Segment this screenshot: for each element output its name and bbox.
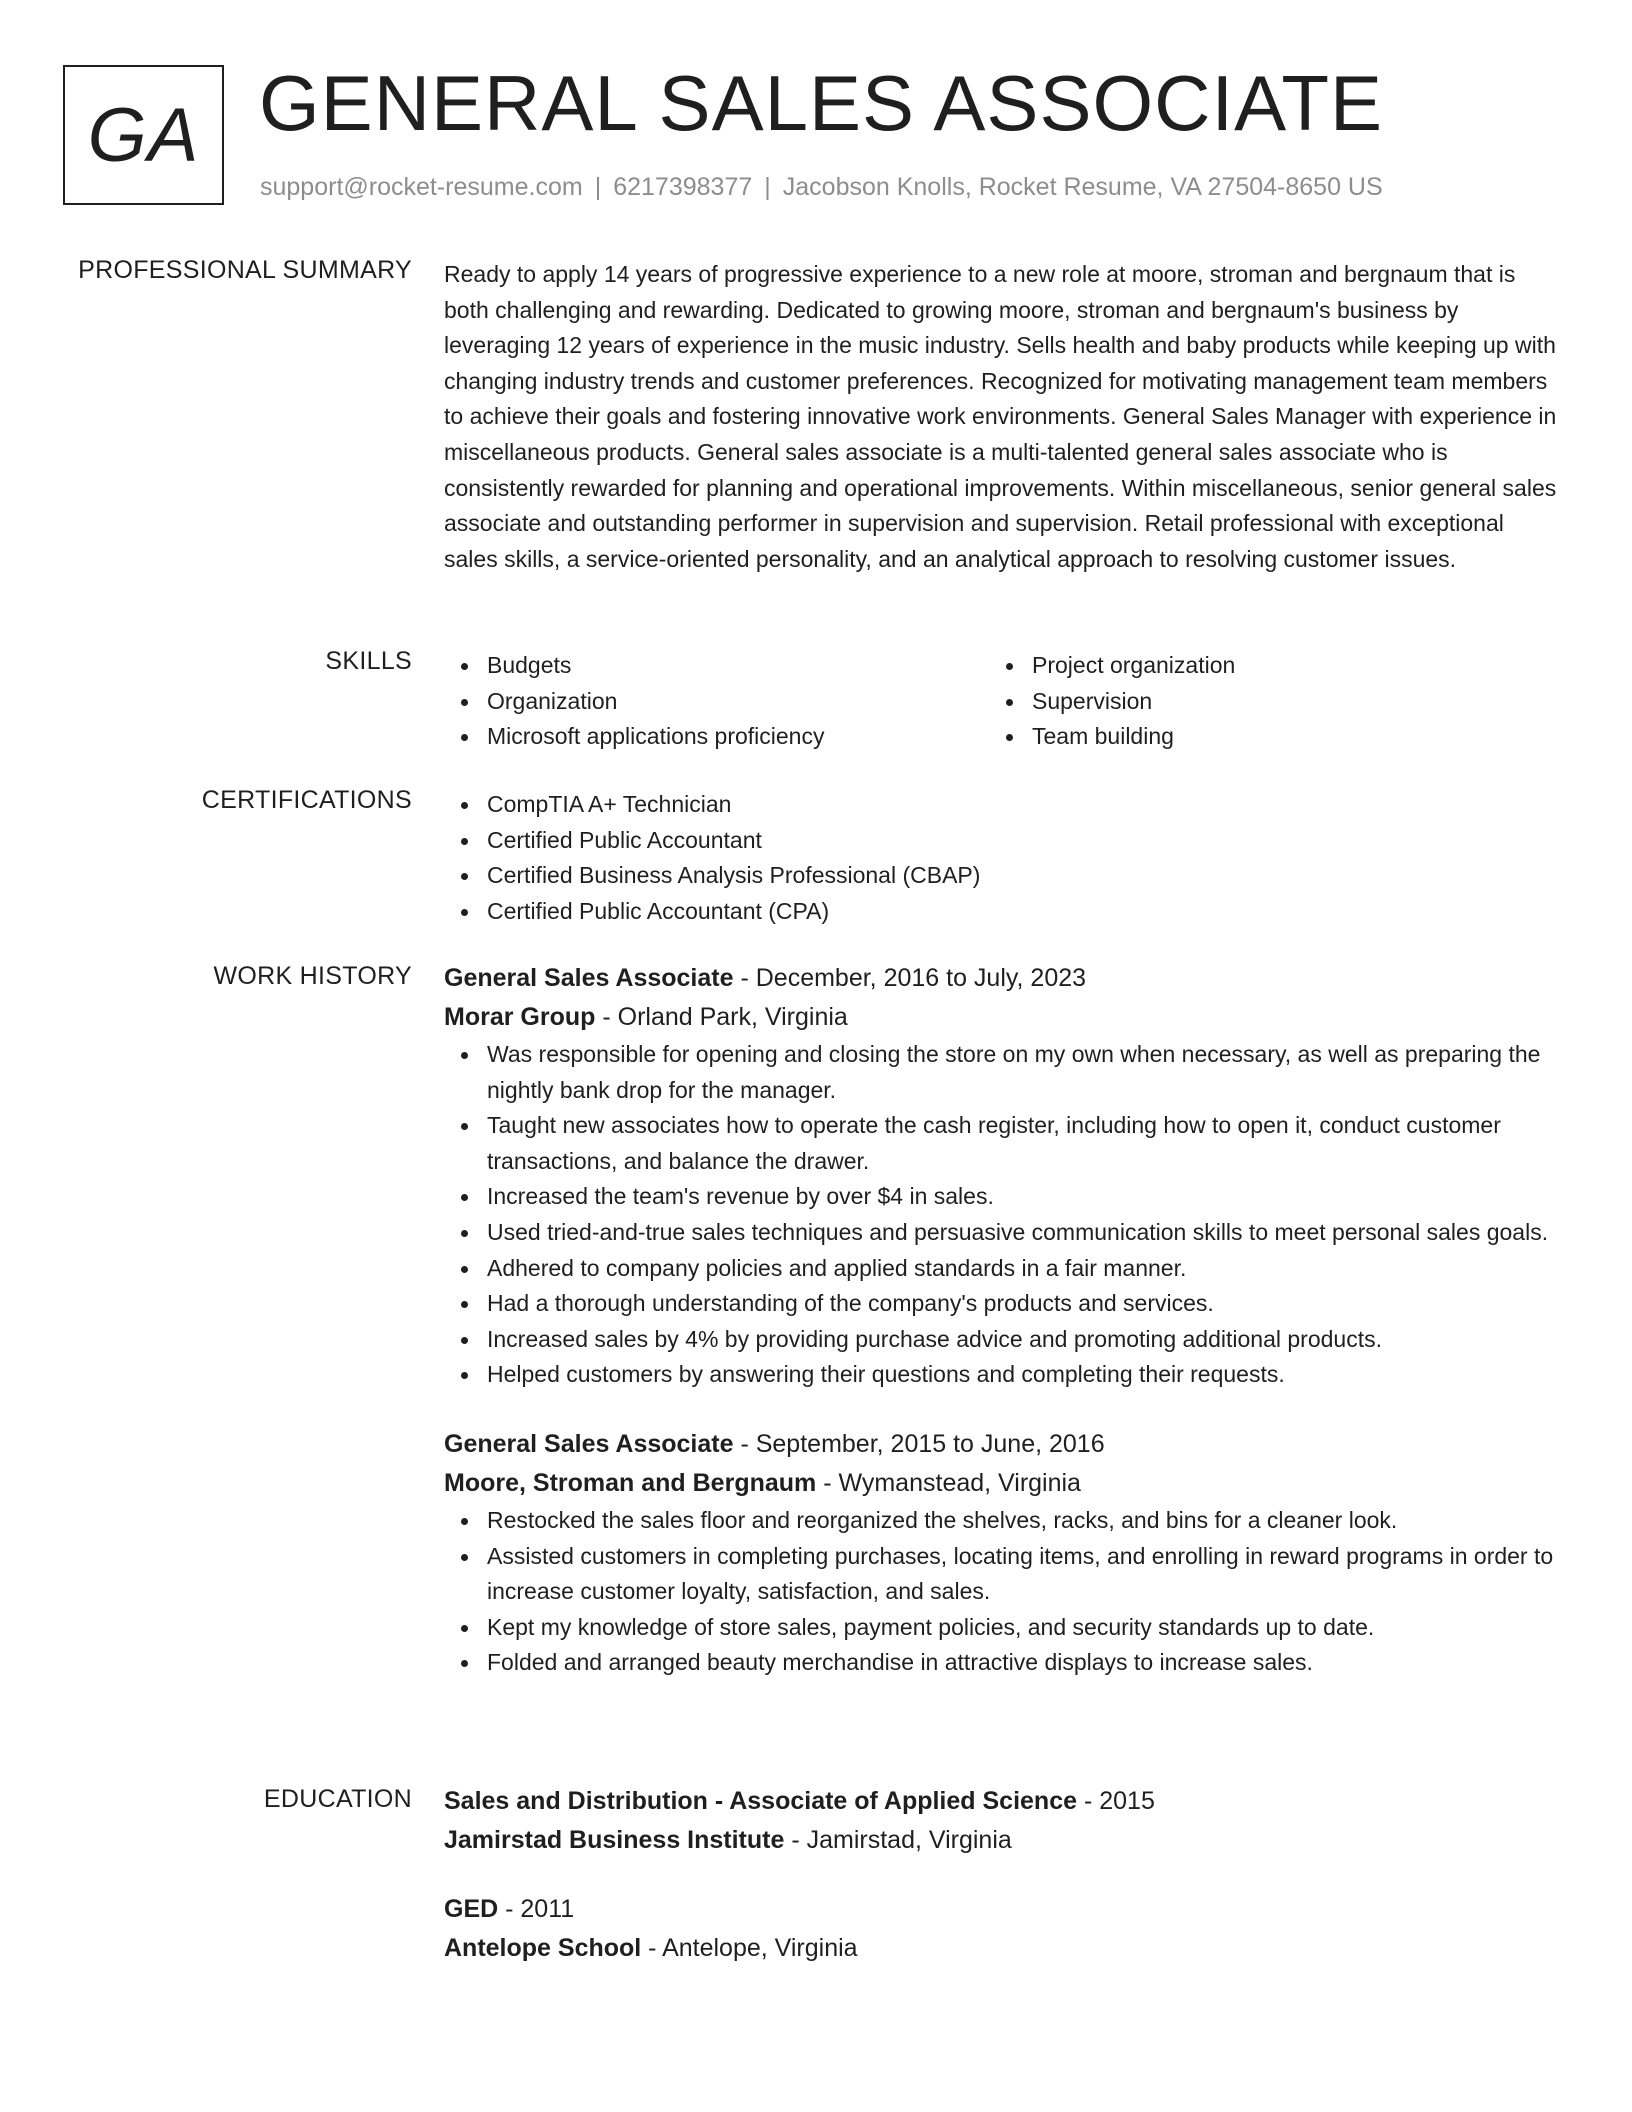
- education-school-line: [444, 1821, 1559, 1860]
- section-label-certifications: CERTIFICATIONS: [201, 786, 412, 814]
- contact-separator: |: [594, 173, 602, 201]
- resume-header: [63, 59, 1592, 215]
- job-company-line: [444, 998, 1559, 1037]
- job-bullet: Increased sales by 4% by providing purchase advice and promoting additional products.: [444, 1322, 1559, 1358]
- job-bullet: Kept my knowledge of store sales, payment policies, and security standards up to date.: [444, 1610, 1559, 1646]
- contact-line: [260, 173, 1383, 202]
- skill-item: Microsoft applications proficiency: [444, 719, 989, 755]
- job-company-line: [444, 1464, 1559, 1503]
- job-bullet: Taught new associates how to operate the cash register, including how to open it, conduct customer transactions, and balance the drawer.: [444, 1108, 1559, 1179]
- job-dates: - December, 2016 to July, 2023: [733, 964, 1087, 992]
- job-bullet-list: [444, 1503, 1559, 1681]
- job-bullet: Was responsible for opening and closing the store on my own when necessary, as well as preparing the nightly bank drop for the manager.: [444, 1037, 1559, 1108]
- job-entry: [444, 959, 1559, 1393]
- section-label-skills: SKILLS: [325, 647, 412, 675]
- contact-email[interactable]: support@rocket-resume.com: [260, 173, 583, 201]
- education-location: - Jamirstad, Virginia: [784, 1826, 1012, 1854]
- job-title-line: [444, 1425, 1559, 1464]
- job-bullet: Used tried-and-true sales techniques and persuasive communication skills to meet personal sales goals.: [444, 1215, 1559, 1251]
- education-body: [444, 1782, 1559, 1968]
- education-location: - Antelope, Virginia: [641, 1934, 858, 1962]
- certification-item: Certified Business Analysis Professional (CBAP): [444, 858, 1559, 894]
- contact-phone[interactable]: 6217398377: [613, 173, 753, 201]
- job-title: General Sales Associate: [444, 964, 734, 992]
- job-company: Morar Group: [444, 1003, 596, 1031]
- skill-item: Project organization: [989, 648, 1534, 684]
- education-degree-line: [444, 1782, 1559, 1821]
- skills-columns: [444, 648, 1559, 755]
- section-label-work-history: WORK HISTORY: [213, 962, 412, 990]
- job-location: - Orland Park, Virginia: [595, 1003, 848, 1031]
- job-bullet: Assisted customers in completing purchases, locating items, and enrolling in reward programs in order to increase customer loyalty, satisfaction, and sales.: [444, 1539, 1559, 1610]
- education-year: - 2011: [498, 1895, 575, 1923]
- page-title: GENERAL SALES ASSOCIATE: [259, 59, 1384, 147]
- job-entry: [444, 1425, 1559, 1681]
- certification-item: Certified Public Accountant (CPA): [444, 894, 1559, 930]
- job-bullet: Had a thorough understanding of the company's products and services.: [444, 1286, 1559, 1322]
- section-label-summary: PROFESSIONAL SUMMARY: [78, 256, 412, 284]
- certifications-list: [444, 787, 1559, 929]
- job-bullet: Restocked the sales floor and reorganized the shelves, racks, and bins for a cleaner look.: [444, 1503, 1559, 1539]
- education-degree: Sales and Distribution - Associate of Applied Science: [444, 1787, 1078, 1815]
- contact-separator: |: [764, 173, 771, 201]
- monogram-badge: GA: [63, 65, 224, 205]
- education-degree: GED: [444, 1895, 499, 1923]
- job-bullet: Helped customers by answering their questions and completing their requests.: [444, 1357, 1559, 1393]
- education-entry: [444, 1890, 1559, 1968]
- job-bullet: Increased the team's revenue by over $4 in sales.: [444, 1179, 1559, 1215]
- education-year: - 2015: [1077, 1787, 1155, 1815]
- skill-item: Budgets: [444, 648, 989, 684]
- summary-text: Ready to apply 14 years of progressive experience to a new role at moore, stroman and bergnaum that is both challenging and rewarding. Dedicated to growing moore, stroman and bergnaum's business by leveraging 12 years of experience in the music industry. Sells health and baby products while keeping up with changing industry trends and customer preferences. Recognized for motivating management team members to achieve their goals and fostering innovative work environments. General Sales Manager with experience in miscellaneous products. General sales associate is a multi-talented general sales associate who is consistently rewarded for planning and operational improvements. Within miscellaneous, senior general sales associate and outstanding performer in supervision and supervision. Retail professional with exceptional sales skills, a service-oriented personality, and an analytical approach to resolving customer issues.: [444, 261, 1557, 572]
- job-bullet: Adhered to company policies and applied standards in a fair manner.: [444, 1251, 1559, 1287]
- education-degree-line: [444, 1890, 1559, 1929]
- certifications-body: [444, 787, 1559, 929]
- job-dates: - September, 2015 to June, 2016: [733, 1429, 1105, 1458]
- skill-item: Organization: [444, 684, 989, 720]
- skill-item: Supervision: [989, 684, 1534, 720]
- education-school: Antelope School: [444, 1934, 642, 1962]
- certification-item: Certified Public Accountant: [444, 823, 1559, 859]
- skill-item: Team building: [989, 719, 1534, 755]
- work-history-body: [444, 959, 1559, 1681]
- section-label-education: EDUCATION: [263, 1785, 412, 1813]
- job-location: - Wymanstead, Virginia: [816, 1468, 1081, 1497]
- education-school-line: [444, 1929, 1559, 1968]
- skills-list-left: [444, 648, 989, 755]
- job-title-line: [444, 959, 1559, 998]
- skills-list-right: [989, 648, 1534, 755]
- job-bullet: Folded and arranged beauty merchandise in attractive displays to increase sales.: [444, 1645, 1559, 1681]
- job-title: General Sales Associate: [444, 1429, 734, 1458]
- contact-address: Jacobson Knolls, Rocket Resume, VA 27504-8650 US: [782, 173, 1383, 201]
- education-school: Jamirstad Business Institute: [444, 1826, 785, 1854]
- job-bullet-list: [444, 1037, 1559, 1393]
- job-company: Moore, Stroman and Bergnaum: [444, 1468, 817, 1497]
- education-entry: [444, 1782, 1559, 1860]
- certification-item: CompTIA A+ Technician: [444, 787, 1559, 823]
